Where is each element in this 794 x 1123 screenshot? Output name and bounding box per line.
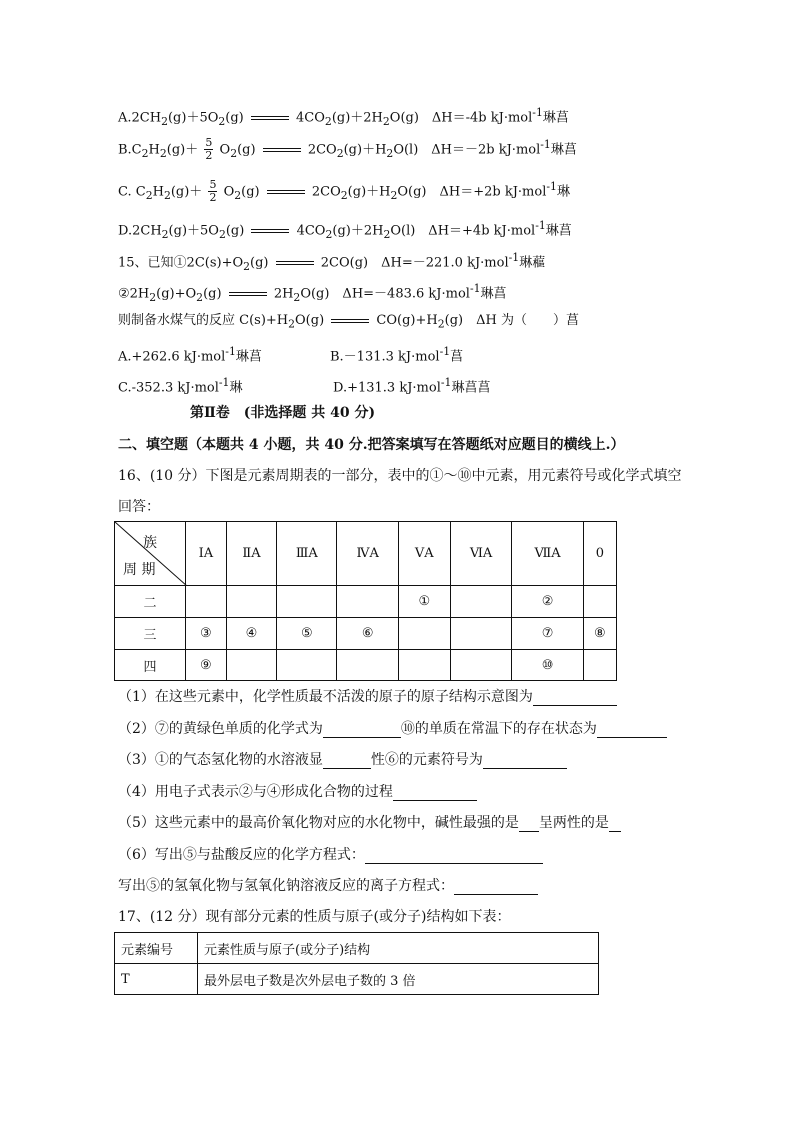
equals-arrow bbox=[331, 319, 369, 323]
group-label: 族 bbox=[143, 535, 157, 551]
equals-arrow bbox=[229, 292, 267, 296]
answer-blank[interactable] bbox=[519, 817, 539, 832]
group-header: ⅠA bbox=[186, 522, 227, 586]
q16-sub4: （4）用电子式表示②与④形成化合物的过程 bbox=[118, 783, 477, 801]
element-cell: ④ bbox=[226, 618, 276, 650]
fraction: $\frac{5}{2}$ bbox=[209, 178, 217, 205]
group-header: ⅢA bbox=[277, 522, 337, 586]
periodic-table bbox=[114, 521, 617, 681]
element-cell: ⑤ bbox=[277, 618, 337, 650]
answer-blank[interactable] bbox=[323, 754, 371, 769]
table-header-row bbox=[115, 933, 599, 964]
element-cell bbox=[450, 618, 512, 650]
element-cell: ⑦ bbox=[512, 618, 583, 650]
element-cell bbox=[337, 650, 398, 681]
element-property-cell: 最外层电子数是次外层电子数的 3 倍 bbox=[198, 964, 599, 995]
column-header: 元素编号 bbox=[115, 933, 198, 964]
fraction: $\frac{5}{2}$ bbox=[205, 136, 213, 163]
q16-sub2: （2）⑦的黄绿色单质的化学式为 ⑩的单质在常温下的存在状态为 bbox=[118, 720, 667, 738]
group-header: ⅤA bbox=[398, 522, 450, 586]
q16-sub7: 写出⑤的氢氧化物与氢氧化钠溶液反应的离子方程式： bbox=[118, 877, 538, 895]
element-cell bbox=[583, 586, 616, 618]
part2-title: 第Ⅱ卷 (非选择题 共 40 分) bbox=[190, 405, 376, 421]
element-cell bbox=[450, 586, 512, 618]
q15-option-a: A.+262.6 kJ·mol$^{-1}$琳菖 bbox=[118, 345, 262, 365]
q16-intro-cont: 回答： bbox=[118, 499, 160, 515]
period-cell: 三 bbox=[115, 618, 186, 650]
option-a: $A.2CH_2(g)+5O_2(g)$ $4CO_2(g)+2H_2O(g)$ ΔH＝-4b kJ·mol$^{-1}$琳菖 bbox=[118, 106, 569, 128]
period-label: 周 期 bbox=[123, 562, 156, 578]
table-row bbox=[115, 964, 599, 995]
period-cell: 二 bbox=[115, 586, 186, 618]
q15-equation-2: $②2H_2(g)+O_2(g)$ $2H_2O(g)$ ΔH=－483.6 kJ·mol$^{-1}$琳菖 bbox=[118, 282, 507, 304]
element-cell bbox=[337, 586, 398, 618]
answer-blank[interactable] bbox=[609, 817, 621, 832]
q16-intro: 16、(10 分）下图是元素周期表的一部分，表中的①～⑩中元素，用元素符号或化学式填空 bbox=[118, 468, 682, 484]
element-cell: ⑨ bbox=[186, 650, 227, 681]
element-cell bbox=[277, 650, 337, 681]
element-cell bbox=[398, 650, 450, 681]
group-header: ⅥA bbox=[450, 522, 512, 586]
element-cell: ⑥ bbox=[337, 618, 398, 650]
q16-sub1: （1）在这些元素中，化学性质最不活泼的原子的原子结构示意图为 bbox=[118, 688, 617, 706]
option-c: C. $C_2H_2(g)+$ $\frac{5}{2}$ $O_2(g)$ $2CO_2(g)+H_2O(g)$ ΔH＝+2b kJ·mol$^{-1}$琳 bbox=[118, 178, 570, 205]
section-title: 二、填空题（本题共 4 小题，共 40 分.把答案填写在答题纸对应题目的横线上.） bbox=[118, 437, 625, 453]
q17-intro: 17、(12 分）现有部分元素的性质与原子(或分子)结构如下表： bbox=[118, 909, 511, 925]
q15-question: 则制备水煤气的反应 $C(s)+H_2O(g)$ $CO(g)+H_2(g)$ ΔH 为（ ）菖 bbox=[118, 313, 579, 331]
option-b: $B.C_2H_2(g)+$ $\frac{5}{2}$ $O_2(g)$ $2CO_2(g)+H_2O(l)$ ΔH＝－2b kJ·mol$^{-1}$琳菖 bbox=[118, 136, 577, 163]
equals-arrow bbox=[263, 148, 301, 152]
element-cell: ① bbox=[398, 586, 450, 618]
q15-option-c: C.-352.3 kJ·mol$^{-1}$琳 bbox=[118, 376, 243, 396]
equals-arrow bbox=[276, 261, 314, 265]
answer-blank[interactable] bbox=[533, 691, 617, 706]
answer-blank[interactable] bbox=[365, 849, 543, 864]
element-cell bbox=[226, 650, 276, 681]
answer-blank[interactable] bbox=[454, 880, 538, 895]
element-cell bbox=[583, 650, 616, 681]
element-cell bbox=[226, 586, 276, 618]
answer-blank[interactable] bbox=[483, 754, 567, 769]
group-header: ⅦA bbox=[512, 522, 583, 586]
table-row bbox=[115, 618, 617, 650]
q16-sub6: （6）写出⑤与盐酸反应的化学方程式： bbox=[118, 846, 543, 864]
element-code-cell: T bbox=[115, 964, 198, 995]
element-cell bbox=[277, 586, 337, 618]
q16-sub3: （3）①的气态氢化物的水溶液显 性⑥的元素符号为 bbox=[118, 751, 567, 769]
group-header: ⅣA bbox=[337, 522, 398, 586]
answer-blank[interactable] bbox=[323, 723, 401, 738]
element-cell bbox=[186, 586, 227, 618]
equals-arrow bbox=[251, 116, 289, 120]
equals-arrow bbox=[251, 229, 289, 233]
option-d: $D.2CH_2(g)+5O_2(g)$ $4CO_2(g)+2H_2O(l)$ ΔH＝+4b kJ·mol$^{-1}$琳菖 bbox=[118, 219, 572, 241]
element-cell bbox=[398, 618, 450, 650]
group-header: 0 bbox=[583, 522, 616, 586]
table-row bbox=[115, 586, 617, 618]
group-header: ⅡA bbox=[226, 522, 276, 586]
answer-blank[interactable] bbox=[597, 723, 667, 738]
column-header: 元素性质与原子(或分子)结构 bbox=[198, 933, 599, 964]
q15-option-d: D.+131.3 kJ·mol$^{-1}$琳菖菖 bbox=[333, 376, 491, 396]
element-cell: ② bbox=[512, 586, 583, 618]
answer-blank[interactable] bbox=[393, 786, 477, 801]
table-header-row bbox=[115, 522, 617, 586]
element-cell: ③ bbox=[186, 618, 227, 650]
element-properties-table bbox=[114, 932, 599, 995]
element-cell: ⑩ bbox=[512, 650, 583, 681]
table-row bbox=[115, 650, 617, 681]
q16-sub5: （5）这些元素中的最高价氧化物对应的水化物中，碱性最强的是 呈两性的是 bbox=[118, 814, 621, 832]
period-cell: 四 bbox=[115, 650, 186, 681]
element-cell: ⑧ bbox=[583, 618, 616, 650]
corner-cell bbox=[115, 522, 186, 586]
q15-option-b: B.－131.3 kJ·mol$^{-1}$菖 bbox=[330, 345, 464, 365]
equals-arrow bbox=[267, 190, 305, 194]
q15-equation-1: 15、已知$①2C(s)+O_2(g)$ 2CO(g) ΔH=－221.0 kJ·mol$^{-1}$琳藲 bbox=[118, 251, 546, 273]
element-cell bbox=[450, 650, 512, 681]
